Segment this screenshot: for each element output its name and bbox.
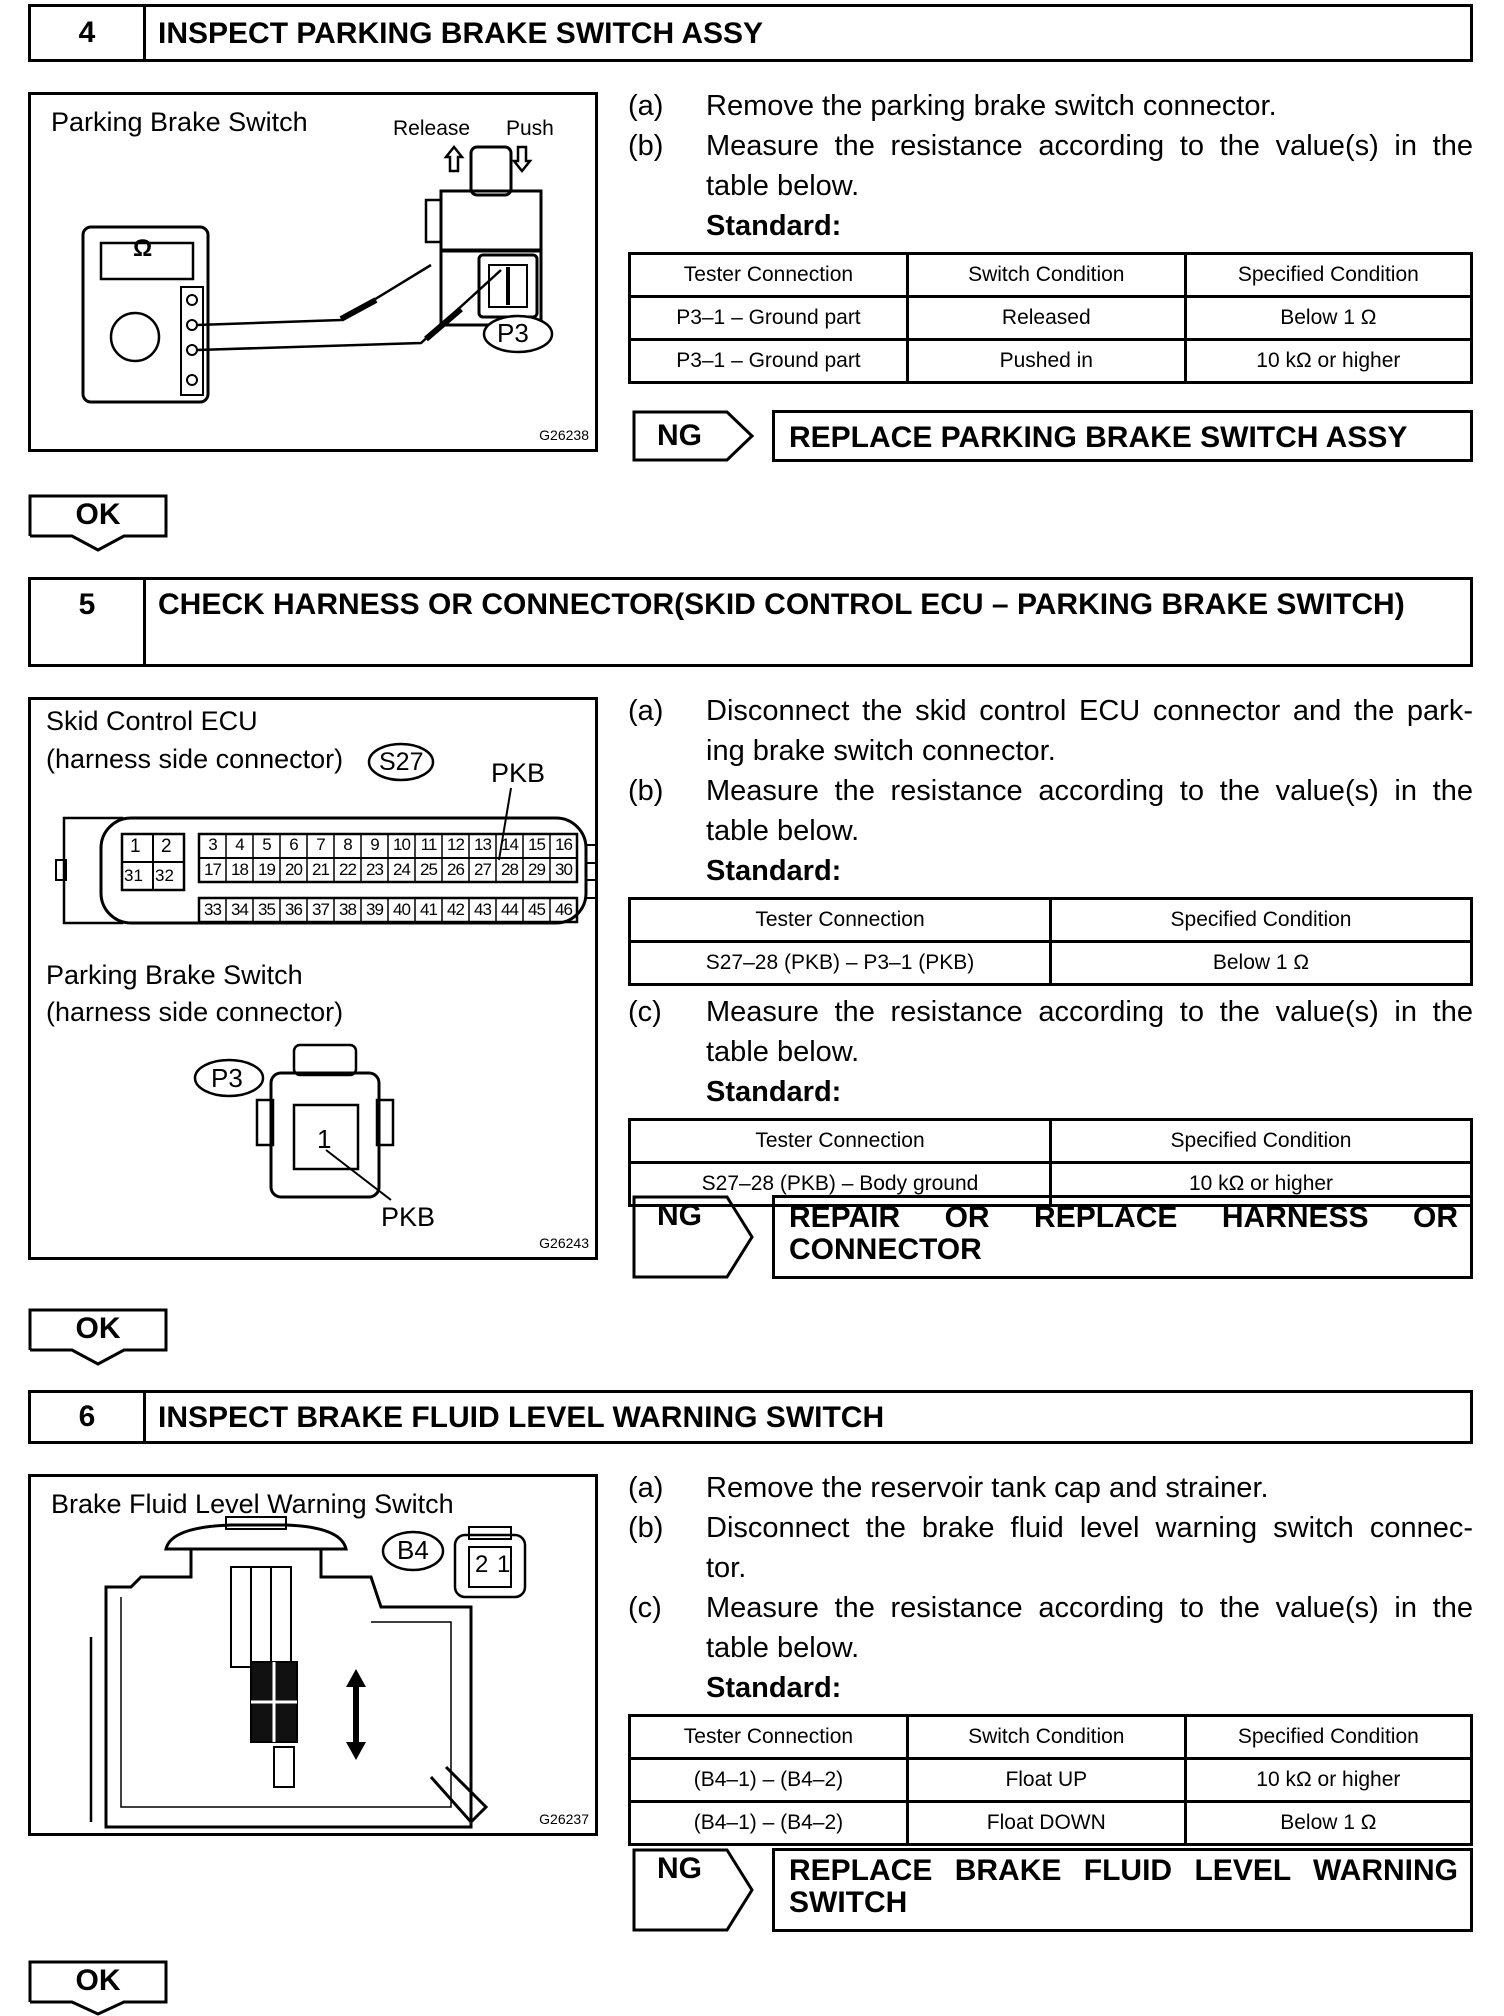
ecu-pin-39: 39: [366, 900, 383, 919]
pin-1: 1: [130, 836, 141, 857]
ecu-pin-19: 19: [258, 860, 275, 879]
step-5-title: CHECK HARNESS OR CONNECTOR(SKID CONTROL ECU – PARKING BRAKE SWITCH): [158, 588, 1405, 621]
figure-code: G26243: [539, 1235, 589, 1251]
ecu-pin-24: 24: [393, 860, 410, 879]
ecu-pin-4: 4: [235, 835, 244, 854]
step-6-number: 6: [31, 1393, 146, 1441]
ok-label: OK: [75, 1964, 121, 1997]
pin-2: 2: [161, 836, 172, 857]
table-header-row: Tester Connection Specified Condition: [630, 899, 1472, 942]
table-row: P3–1 – Ground part Pushed in 10 kΩ or higher: [630, 340, 1472, 383]
pin-row-2: [199, 860, 577, 880]
ok-branch-4: [28, 494, 168, 550]
step-6-instructions: [628, 1468, 1473, 1852]
figure-harness-connectors: [28, 697, 598, 1260]
connector-b4-label: B4: [397, 1535, 429, 1565]
ecu-pin-5: 5: [262, 835, 271, 854]
release-label: Release: [393, 117, 471, 140]
switch-label-2: (harness side connector): [46, 997, 344, 1027]
ok-label: OK: [75, 498, 121, 531]
switch-label-1: Parking Brake Switch: [46, 960, 303, 990]
tester-diagram: [31, 95, 601, 455]
connector-pin-2: 2: [475, 1551, 489, 1578]
ecu-pin-10: 10: [393, 835, 410, 854]
table-row: S27–28 (PKB) – P3–1 (PKB) Below 1 Ω: [630, 942, 1472, 985]
ecu-pin-33: 33: [204, 900, 221, 919]
ecu-pin-12: 12: [447, 835, 464, 854]
ng-action: REPLACE BRAKE FLUID LEVEL WARNING SWITCH: [772, 1848, 1473, 1932]
pin-31: 31: [124, 866, 143, 885]
step-6-header: [28, 1390, 1473, 1444]
ecu-pin-42: 42: [447, 900, 464, 919]
ecu-pin-40: 40: [393, 900, 410, 919]
instruction-b: (b) Disconnect the brake fluid level warning switch connec- tor.: [628, 1512, 1473, 1584]
pin-row-3: [199, 900, 577, 920]
standard-label: Standard:: [706, 1672, 842, 1704]
ohm-symbol: Ω: [133, 235, 153, 262]
figure-code: G26237: [539, 1811, 589, 1827]
step-5-header: [28, 577, 1473, 667]
table-row: P3–1 – Ground part Released Below 1 Ω: [630, 297, 1472, 340]
ecu-pin-6: 6: [289, 835, 298, 854]
connector-s27-label: S27: [379, 748, 424, 776]
step-6-title: INSPECT BRAKE FLUID LEVEL WARNING SWITCH: [158, 1401, 885, 1434]
instruction-b: (b) Measure the resistance according to the value(s) in the table below.: [628, 775, 1473, 847]
step-5-instructions: [628, 691, 1473, 1213]
instruction-c: (c) Measure the resistance according to the value(s) in the table below.: [628, 996, 1473, 1068]
instruction-c: (c) Measure the resistance according to the value(s) in the table below.: [628, 1592, 1473, 1664]
connector-p3-label: P3: [497, 318, 529, 348]
ecu-label-1: Skid Control ECU: [46, 706, 258, 736]
ecu-pin-11: 11: [420, 835, 437, 854]
standard-label: Standard:: [706, 210, 842, 242]
push-label: Push: [506, 117, 554, 140]
ecu-pin-16: 16: [555, 835, 572, 854]
ng-branch-4: [632, 410, 1473, 462]
ng-action: REPLACE PARKING BRAKE SWITCH ASSY: [772, 410, 1473, 462]
ecu-pin-22: 22: [339, 860, 356, 879]
ok-label: OK: [75, 1312, 121, 1345]
step-5-number: 5: [31, 580, 146, 664]
ecu-pin-45: 45: [528, 900, 545, 919]
ok-branch-6: [28, 1960, 168, 2016]
standard-label: Standard:: [706, 855, 842, 887]
ecu-pin-3: 3: [208, 835, 217, 854]
ecu-pin-7: 7: [316, 835, 325, 854]
spec-table-1: [628, 897, 1473, 986]
ecu-pin-43: 43: [474, 900, 491, 919]
ecu-pin-13: 13: [474, 835, 491, 854]
ng-label: NG: [657, 419, 702, 452]
step-4-header: [28, 4, 1473, 62]
ecu-pin-15: 15: [528, 835, 545, 854]
step-4-number: 4: [31, 7, 146, 59]
ok-branch-5: [28, 1308, 168, 1364]
pkb-label: PKB: [491, 758, 546, 788]
standard-label: Standard:: [706, 1076, 842, 1108]
ng-branch-6: [632, 1848, 1473, 1932]
figure-label: Parking Brake Switch: [51, 107, 308, 137]
table-header-row: Tester Connection Switch Condition Specified Condition: [630, 254, 1472, 297]
connector-pin-1: 1: [497, 1551, 511, 1578]
ecu-pin-17: 17: [204, 860, 221, 879]
ecu-pin-30: 30: [555, 860, 572, 879]
ecu-pin-27: 27: [474, 860, 491, 879]
switch-pin-1: 1: [317, 1124, 332, 1154]
ecu-pin-18: 18: [231, 860, 248, 879]
ecu-pin-41: 41: [420, 900, 437, 919]
instruction-a: (a) Disconnect the skid control ECU connector and the park- ing brake switch connector.: [628, 695, 1473, 767]
step-4-instructions: [628, 86, 1473, 390]
ecu-pin-28: 28: [501, 860, 518, 879]
ecu-pin-26: 26: [447, 860, 464, 879]
ng-label: NG: [657, 1199, 702, 1232]
ecu-pin-37: 37: [312, 900, 329, 919]
figure-brake-fluid-switch: [28, 1474, 598, 1836]
ecu-label-2: (harness side connector): [46, 744, 344, 774]
ecu-pin-21: 21: [312, 860, 329, 879]
spec-table-2: [628, 1118, 1473, 1207]
spec-table: [628, 1714, 1473, 1846]
ecu-pin-23: 23: [366, 860, 383, 879]
figure-label: Brake Fluid Level Warning Switch: [51, 1489, 454, 1519]
table-header-row: Tester Connection Switch Condition Specified Condition: [630, 1716, 1472, 1759]
table-row: (B4–1) – (B4–2) Float UP 10 kΩ or higher: [630, 1759, 1472, 1802]
figure-parking-brake-switch: [28, 92, 598, 452]
ecu-pin-36: 36: [285, 900, 302, 919]
ecu-pin-38: 38: [339, 900, 356, 919]
ecu-pin-25: 25: [420, 860, 437, 879]
instruction-a: (a) Remove the reservoir tank cap and strainer.: [628, 1472, 1269, 1504]
figure-code: G26238: [539, 427, 589, 443]
ecu-pin-8: 8: [343, 835, 352, 854]
spec-table: [628, 252, 1473, 384]
ecu-pin-29: 29: [528, 860, 545, 879]
ecu-pin-34: 34: [231, 900, 248, 919]
connector-p3-label: P3: [211, 1063, 243, 1093]
pin-32: 32: [155, 866, 174, 885]
ecu-pin-46: 46: [555, 900, 572, 919]
ecu-pin-44: 44: [501, 900, 518, 919]
ecu-pin-14: 14: [501, 835, 518, 854]
ecu-pin-20: 20: [285, 860, 302, 879]
ng-action: REPAIR OR REPLACE HARNESS OR CONNECTOR: [772, 1195, 1473, 1279]
table-header-row: Tester Connection Specified Condition: [630, 1120, 1472, 1163]
table-row: S27–28 (PKB) – Body ground 10 kΩ or higher: [630, 1163, 1472, 1206]
ecu-pin-9: 9: [370, 835, 379, 854]
instruction-a: (a) Remove the parking brake switch connector.: [628, 90, 1277, 122]
step-4-title: INSPECT PARKING BRAKE SWITCH ASSY: [158, 17, 764, 50]
ng-label: NG: [657, 1852, 702, 1885]
pkb-label-2: PKB: [381, 1202, 436, 1232]
reservoir-diagram: [31, 1477, 601, 1839]
table-row: (B4–1) – (B4–2) Float DOWN Below 1 Ω: [630, 1802, 1472, 1845]
ecu-pin-35: 35: [258, 900, 275, 919]
pin-row-1: [199, 835, 577, 855]
instruction-b: (b) Measure the resistance according to the value(s) in the table below.: [628, 130, 1473, 202]
ng-branch-5: [632, 1195, 1473, 1279]
